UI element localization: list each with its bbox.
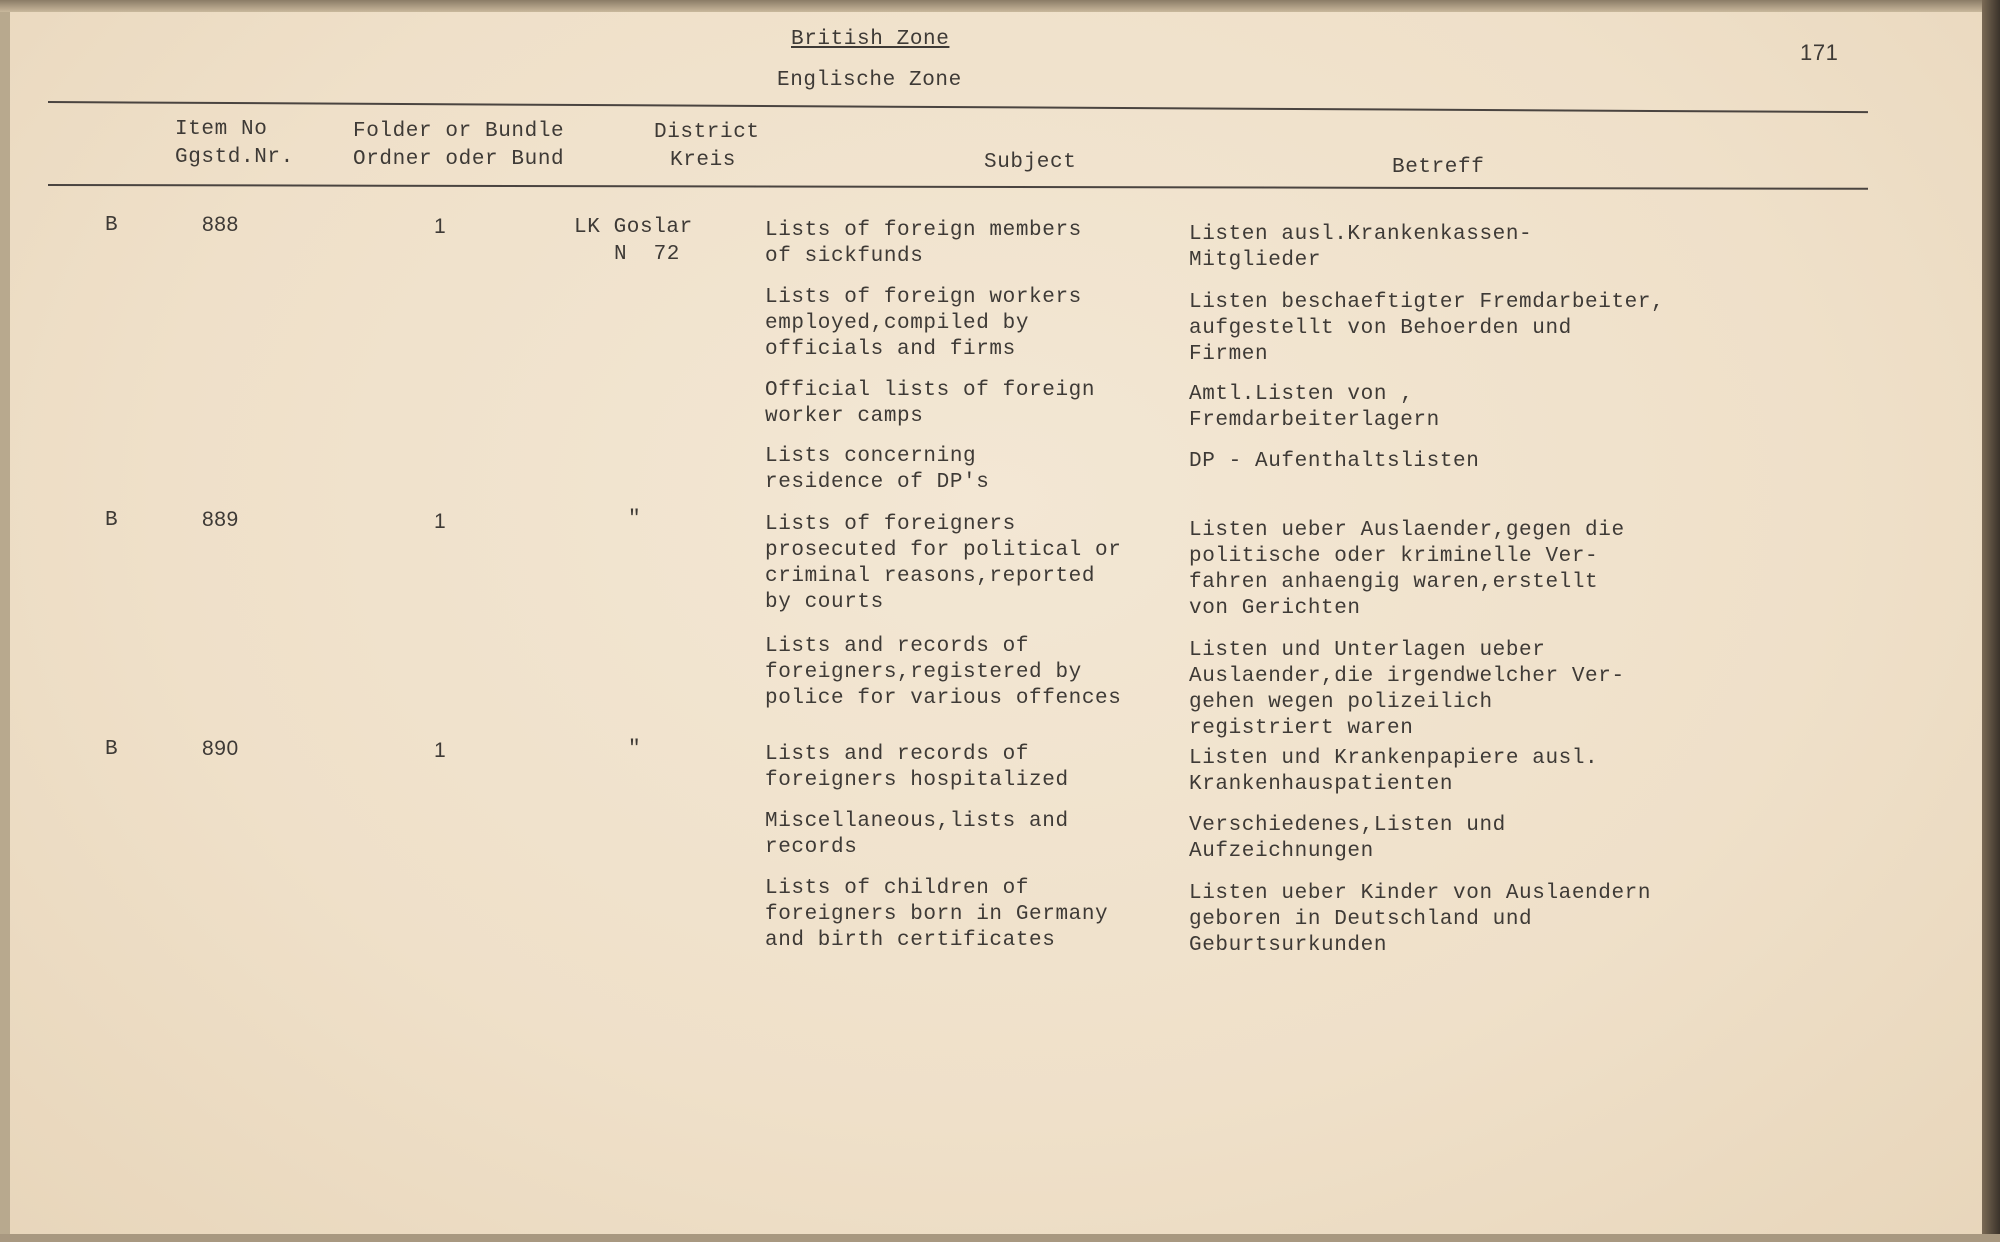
page-top-edge — [0, 0, 2000, 12]
col-item-no-de: Ggstd.Nr. — [175, 146, 294, 169]
subject-text: Lists of children of foreigners born in Germany and birth certificates — [765, 877, 1109, 952]
col-district-de: Kreis — [670, 149, 737, 172]
row-district: LK Goslar — [574, 216, 693, 239]
row-district-code: N 72 — [614, 243, 681, 266]
row-folder: 1 — [434, 215, 447, 238]
betreff-text: Listen beschaeftigter Fremdarbeiter, aufgestellt von Behoerden und Firmen — [1189, 291, 1665, 366]
col-betreff: Betreff — [1392, 156, 1485, 179]
row-item-number: 889 — [202, 508, 239, 531]
betreff-text: Amtl.Listen von , Fremdarbeiterlagern — [1189, 383, 1440, 432]
subject-text: Lists concerning residence of DP's — [765, 445, 990, 494]
page-number: 171 — [1800, 40, 1839, 65]
subject-text: Lists of foreign members of sickfunds — [765, 219, 1082, 268]
subject-text: Official lists of foreign worker camps — [765, 379, 1096, 428]
betreff-text: Listen ueber Auslaender,gegen die politische oder kriminelle Ver- fahren anhaengig waren,erstellt von Gerichten — [1189, 519, 1625, 620]
col-subject: Subject — [984, 151, 1077, 174]
subject-text: Lists and records of foreigners,registered by police for various offences — [765, 635, 1122, 710]
row-item-number: 888 — [202, 213, 239, 236]
col-district: District — [654, 121, 760, 144]
col-folder: Folder or Bundle — [353, 120, 565, 143]
subject-text: Lists and records of foreigners hospitalized — [765, 743, 1069, 792]
row-folder: 1 — [434, 510, 447, 533]
betreff-text: Listen ausl.Krankenkassen- Mitglieder — [1189, 223, 1533, 272]
page-title: British Zone — [791, 28, 950, 51]
col-item-no: Item No — [175, 118, 268, 141]
betreff-text: Listen ueber Kinder von Auslaendern geboren in Deutschland und Geburtsurkunden — [1189, 882, 1652, 957]
row-letter: B — [105, 509, 119, 532]
betreff-text: Verschiedenes,Listen und Aufzeichnungen — [1189, 814, 1506, 863]
row-item-number: 890 — [202, 737, 239, 760]
col-folder-de: Ordner oder Bund — [353, 148, 565, 171]
row-folder: 1 — [434, 739, 447, 762]
betreff-text: Listen und Krankenpapiere ausl. Krankenhauspatienten — [1189, 747, 1599, 796]
row-letter: B — [105, 738, 119, 761]
document-page — [10, 12, 1982, 1234]
subject-text: Lists of foreigners prosecuted for political or criminal reasons,reported by courts — [765, 513, 1122, 614]
betreff-text: Listen und Unterlagen ueber Auslaender,die irgendwelcher Ver- gehen wegen polizeilich registriert waren — [1189, 639, 1625, 740]
row-district-ditto: " — [628, 508, 642, 531]
betreff-text: DP - Aufenthaltslisten — [1189, 450, 1480, 473]
row-district-ditto: " — [628, 738, 642, 761]
row-letter: B — [105, 214, 119, 237]
subject-text: Miscellaneous,lists and records — [765, 810, 1069, 859]
binding-edge — [1982, 0, 2000, 1242]
page-subtitle: Englische Zone — [777, 69, 962, 92]
page-bottom-edge — [0, 1234, 2000, 1242]
subject-text: Lists of foreign workers employed,compiled by officials and firms — [765, 286, 1082, 361]
